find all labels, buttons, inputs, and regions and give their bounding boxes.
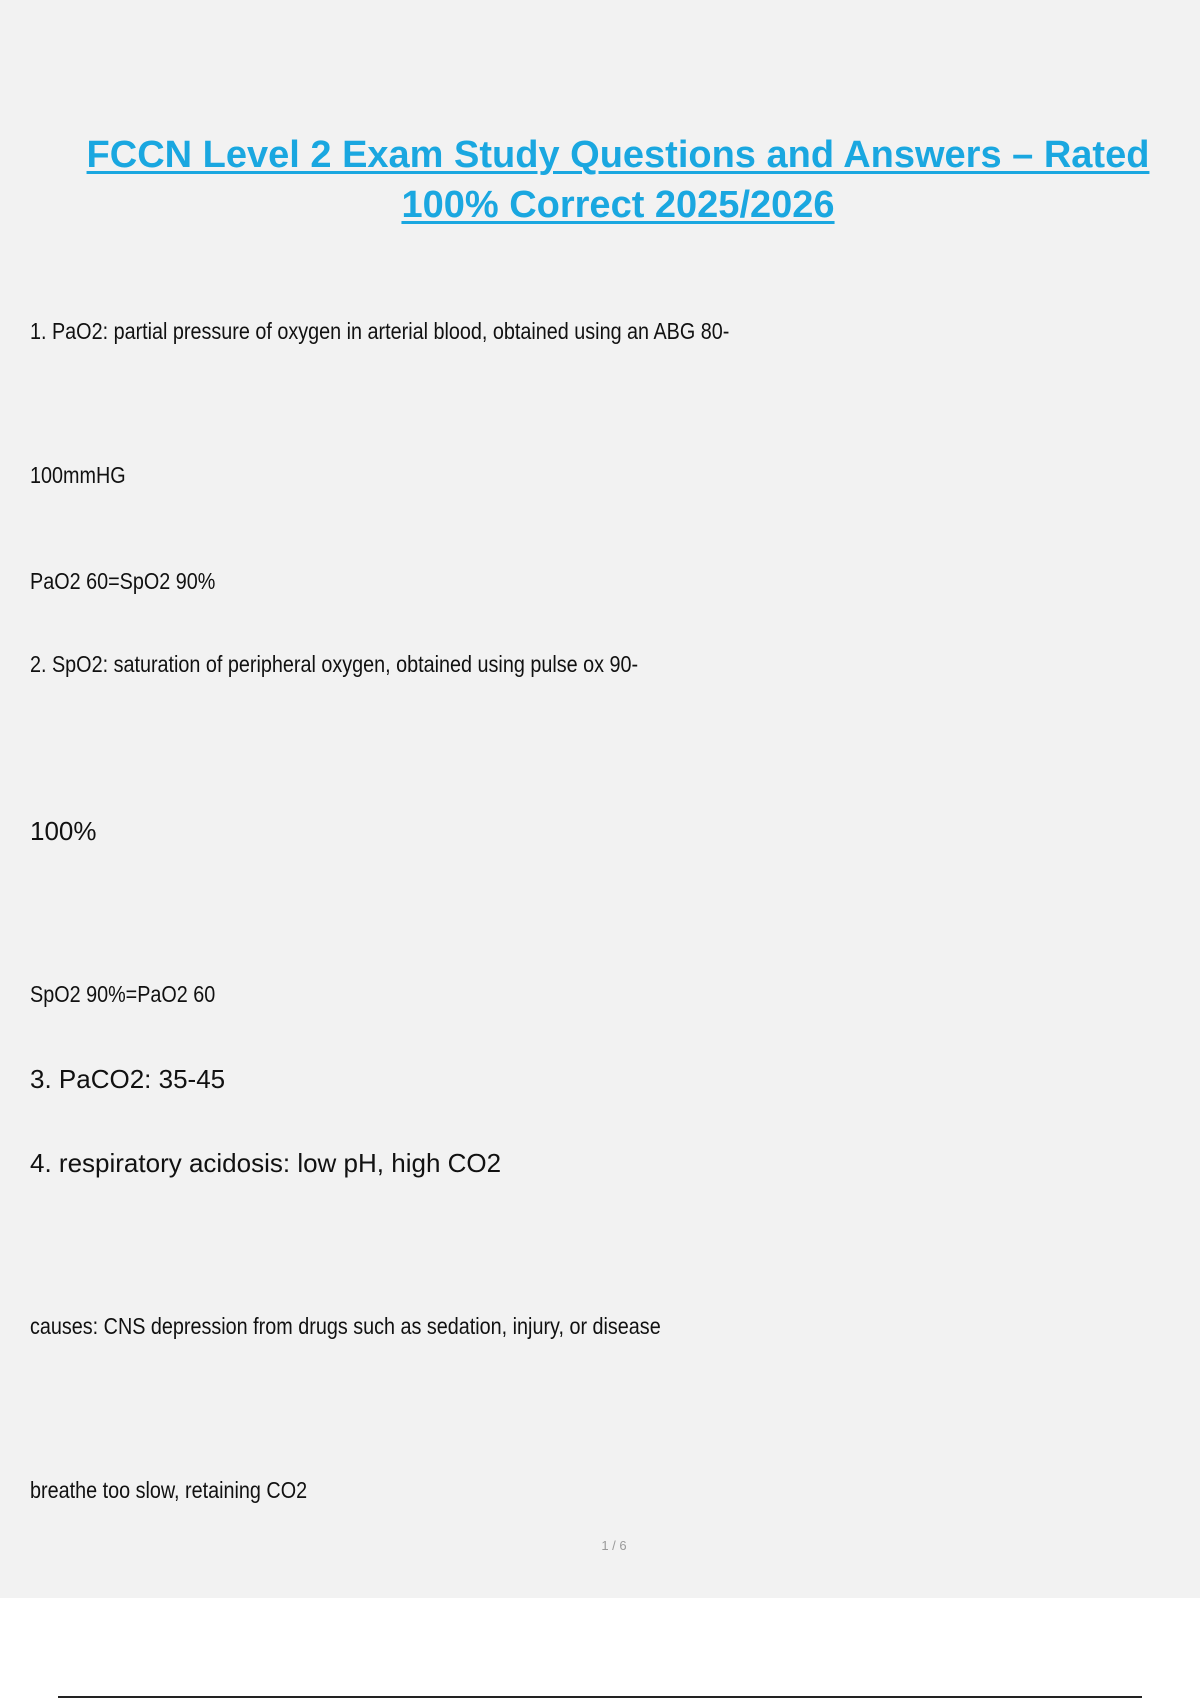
question-2-note: SpO2 90%=PaO2 60 xyxy=(30,981,216,1007)
question-3-text: 3. PaCO2: 35-45 xyxy=(30,1064,226,1094)
document-title-line-1: FCCN Level 2 Exam Study Questions and Answers – Rated xyxy=(86,134,1150,176)
page-number: 1 / 6 xyxy=(601,1538,627,1553)
question-1-range: 100mmHG xyxy=(30,462,126,488)
document-title-line-2: 100% Correct 2025/2026 xyxy=(401,184,835,226)
question-1-note: PaO2 60=SpO2 90% xyxy=(30,568,216,594)
question-4-causes: causes: CNS depression from drugs such as sedation, injury, or disease xyxy=(30,1313,661,1339)
question-4-text: 4. respiratory acidosis: low pH, high CO2 xyxy=(30,1148,502,1178)
question-2-text: 2. SpO2: saturation of peripheral oxygen, obtained using pulse ox 90- xyxy=(30,651,639,677)
document-title xyxy=(0,130,1200,230)
question-2-range: 100% xyxy=(30,816,97,846)
next-page-divider xyxy=(58,1696,1142,1698)
question-4-note: breathe too slow, retaining CO2 xyxy=(30,1477,308,1503)
question-1-text: 1. PaO2: partial pressure of oxygen in arterial blood, obtained using an ABG 80- xyxy=(30,318,730,344)
